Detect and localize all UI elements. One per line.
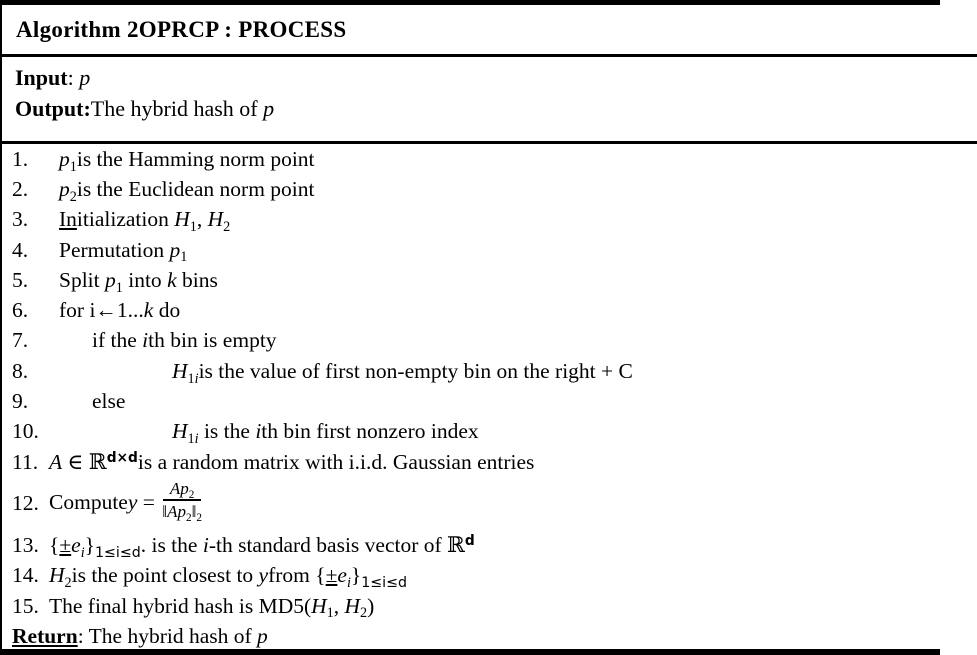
line-number: 10. [12,419,39,444]
io-section [2,57,977,141]
line-number: 1. [12,146,29,171]
output-line: Output: The hybrid hash of p [15,95,275,121]
line-content: $p_1is$ the Hamming norm point [59,146,315,175]
line-content: Computey = $\frac{Ap_2}{‖Ap_2‖_2}$ [49,478,202,525]
algorithm-line [2,447,977,477]
algorithm-line [2,530,977,560]
algorithm-body [2,144,977,623]
line-content: $H_{1i}$ is the ith bin first nonzero index [172,419,479,448]
algorithm-line [2,265,977,295]
line-content: A ∈ ℝ$^{d\times d}$is a random matrix with i.i.d. Gaussian entries [49,449,535,474]
line-content: $p_2is$ the Euclidean norm point [59,176,315,205]
fraction-denominator: $‖Ap_2‖_2$ [162,502,202,525]
line-number: 7. [12,328,29,353]
line-number: 15. [12,593,39,618]
algorithm-line [2,235,977,265]
line-content: Split $p_1$ into k bins [59,267,218,296]
line-number: 13. [12,532,39,557]
line-number: 8. [12,358,29,383]
algorithm-line [2,174,977,204]
algorithm-line [2,386,977,416]
algorithm-line [2,205,977,235]
line-content: $\{\pm e_i\}_{1\le i\le d}$. is the i-th standard basis vector of ℝ$^d$ [49,532,475,561]
line-number: 11. [12,449,39,474]
line-content: The final hybrid hash is $MD5(H_1$, $H_2$) [49,593,375,622]
line-number: 14. [12,563,39,588]
input-line: Input : p [15,64,91,90]
algorithm-line [2,326,977,356]
line-number: 3. [12,207,29,232]
line-number: 4. [12,237,29,262]
line-content: Initialization $H_1$, $H_2$ [59,207,231,236]
line-content: if the ith bin is empty [92,328,277,353]
line-content: $H_2is$ the point closest to yfrom $\{\pm e_i\}_{1\le i\le d}$ [49,563,407,592]
fraction-numerator: $Ap_2$ [163,479,202,502]
line-content: $H_{1i}is$ the value of first non-empty bin on the right + C [172,358,633,387]
line-number: 9. [12,389,29,414]
algorithm-line [2,477,977,530]
line-number: 5. [12,267,29,292]
line-content: for i←1...k do [59,298,181,323]
algorithm-line [2,295,977,325]
line-number: 2. [12,176,29,201]
return-line: Return : The hybrid hash of p [12,623,268,648]
line-content: else [92,389,126,414]
algorithm-line [2,144,977,174]
algorithm-line [2,356,977,386]
algorithm-header [2,5,977,54]
fraction [162,479,202,523]
algorithm-line [2,417,977,447]
algorithm-line [2,591,977,621]
line-number: 6. [12,298,29,323]
bottom-rule [2,649,940,655]
algorithm-title: Algorithm 2OPRCP : PROCESS [16,16,347,42]
line-content: Permutation $p_1$ [59,237,188,266]
line-number: 12. [12,491,39,516]
algorithm-line [2,561,977,591]
